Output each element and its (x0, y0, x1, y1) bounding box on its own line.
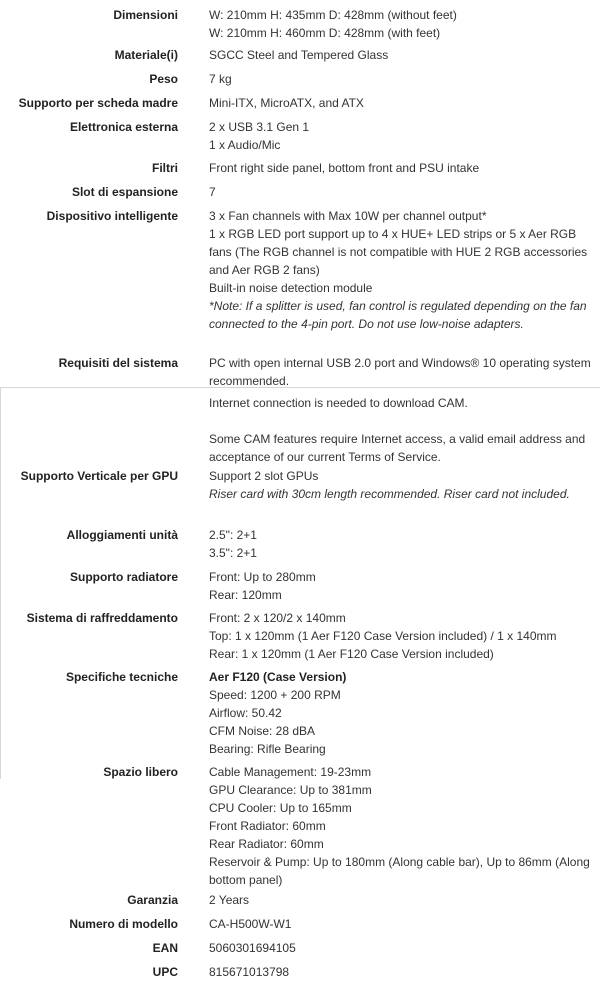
spec-value (209, 526, 593, 562)
spec-label: Numero di modello (69, 917, 178, 931)
spec-label: Supporto per scheda madre (18, 96, 178, 110)
spec-value-line: Rear Radiator: 60mm (209, 837, 324, 851)
spec-value-line: SGCC Steel and Tempered Glass (209, 48, 389, 62)
spec-value (209, 939, 593, 957)
spec-value-line: Some CAM features require Internet access, a valid email address and acceptance of our current Terms of Service. (209, 432, 586, 464)
spec-value-line: Speed: 1200 + 200 RPM (209, 688, 341, 702)
spec-label: Spazio libero (103, 765, 178, 779)
spec-value-line: 2 x USB 3.1 Gen 1 (209, 120, 310, 134)
spec-value-line: W: 210mm H: 435mm D: 428mm (without feet) (209, 8, 457, 22)
spec-value-line: 5060301694105 (209, 941, 296, 955)
spec-label: Requisiti del sistema (58, 356, 178, 370)
spec-value (209, 668, 593, 758)
spec-label: Slot di espansione (71, 185, 178, 199)
spec-label: Dispositivo intelligente (46, 209, 178, 223)
spec-value-line: Top: 1 x 120mm (1 Aer F120 Case Version included) / 1 x 140mm (209, 629, 557, 643)
spec-label: Garanzia (127, 893, 178, 907)
spec-value-line: 1 x RGB LED port support up to 4 x HUE+ LED strips or 5 x Aer RGB fans (The RGB channel is not compatible with HUE 2 RGB accessories and Aer RGB 2 fans) (209, 227, 588, 277)
spec-value-line: PC with open internal USB 2.0 port and Windows® 10 operating system recommended. (209, 356, 591, 388)
spec-value (209, 46, 593, 64)
spec-label: Supporto Verticale per GPU (20, 469, 178, 483)
spec-value (209, 70, 593, 88)
spec-value (209, 354, 593, 466)
spec-value-line: CA-H500W-W1 (209, 917, 292, 931)
spec-note: *Note: If a splitter is used, fan control is regulated depending on the fan connected to the 4-pin port. Do not use low-noise adapters. (209, 299, 587, 331)
spec-value-line: CFM Noise: 28 dBA (209, 724, 316, 738)
spec-value (209, 568, 593, 604)
spec-value-line: Built-in noise detection module (209, 281, 373, 295)
spec-value (209, 183, 593, 201)
spec-value (209, 915, 593, 933)
spec-label: Peso (149, 72, 178, 86)
spec-label: Alloggiamenti unità (66, 528, 178, 542)
spec-value-line: Airflow: 50.42 (209, 706, 282, 720)
spec-value-line: Mini-ITX, MicroATX, and ATX (209, 96, 364, 110)
spec-label: UPC (152, 965, 178, 979)
spec-value (209, 6, 593, 42)
spec-value-heading: Aer F120 (Case Version) (209, 670, 347, 684)
spec-value-line: 3.5": 2+1 (209, 546, 257, 560)
spec-value-line: Rear: 120mm (209, 588, 282, 602)
spec-label: Specifiche tecniche (65, 670, 178, 684)
spec-label: Elettronica esterna (69, 120, 178, 134)
spec-value-line: CPU Cooler: Up to 165mm (209, 801, 352, 815)
spec-value-line: Rear: 1 x 120mm (1 Aer F120 Case Version included) (209, 647, 494, 661)
spec-value (209, 467, 593, 503)
spec-value-line: GPU Clearance: Up to 381mm (209, 783, 372, 797)
spec-value (209, 609, 593, 663)
spec-value-line: 7 (209, 185, 216, 199)
spec-value-line: 7 kg (209, 72, 232, 86)
spec-value-line: Cable Management: 19-23mm (209, 765, 372, 779)
spec-label: Materiale(i) (114, 48, 178, 62)
spec-label: Filtri (152, 161, 178, 175)
spec-label: Supporto radiatore (69, 570, 178, 584)
spec-value (209, 207, 593, 333)
spec-value-line: W: 210mm H: 460mm D: 428mm (with feet) (209, 26, 441, 40)
spec-label: EAN (152, 941, 178, 955)
spec-value (209, 763, 593, 889)
spec-value-line: 2 Years (209, 893, 250, 907)
spec-value-spacer (209, 412, 593, 430)
spec-value-line: Support 2 slot GPUs (209, 469, 319, 483)
spec-value-line: Internet connection is needed to download CAM. (209, 396, 468, 410)
spec-value-line: Reservoir & Pump: Up to 180mm (Along cable bar), Up to 86mm (Along bottom panel) (209, 855, 590, 887)
spec-value (209, 94, 593, 112)
spec-value (209, 963, 593, 981)
spec-value-line: Front: Up to 280mm (209, 570, 316, 584)
spec-note: Riser card with 30cm length recommended. Riser card not included. (209, 487, 570, 501)
spec-value-line: 815671013798 (209, 965, 290, 979)
spec-value (209, 118, 593, 154)
spec-value-line: 1 x Audio/Mic (209, 138, 281, 152)
spec-label: Dimensioni (113, 8, 178, 22)
spec-value-line: 2.5": 2+1 (209, 528, 257, 542)
spec-label: Sistema di raffreddamento (26, 611, 178, 625)
spec-value (209, 159, 593, 177)
spec-value-line: Front Radiator: 60mm (209, 819, 326, 833)
spec-value-line: Front right side panel, bottom front and PSU intake (209, 161, 480, 175)
spec-value-line: Front: 2 x 120/2 x 140mm (209, 611, 346, 625)
spec-value-line: 3 x Fan channels with Max 10W per channel output* (209, 209, 487, 223)
spec-value-line: Bearing: Rifle Bearing (209, 742, 326, 756)
spec-value (209, 891, 593, 909)
